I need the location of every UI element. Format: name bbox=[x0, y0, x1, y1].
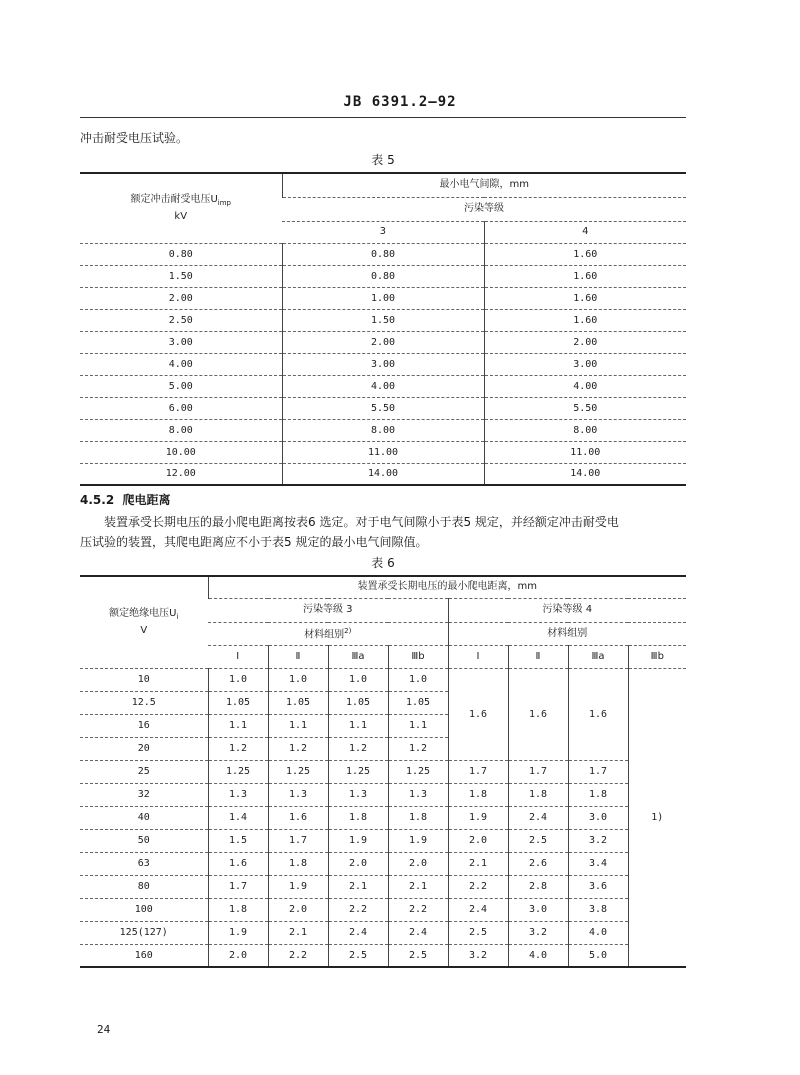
table6-cell: 1.05 bbox=[328, 691, 388, 714]
table6-cell: 1.2 bbox=[328, 737, 388, 760]
table6-cell: 2.0 bbox=[388, 852, 448, 875]
table6-cell: 2.4 bbox=[508, 806, 568, 829]
table5-cell: 11.00 bbox=[282, 441, 484, 463]
table6-cell: 3.6 bbox=[568, 875, 628, 898]
table6-voltage-cell: 10 bbox=[80, 668, 208, 691]
table6-cell: 4.0 bbox=[508, 944, 568, 967]
table5-cell: 0.80 bbox=[80, 243, 282, 265]
table5-cell: 14.00 bbox=[282, 463, 484, 485]
table6-cell: 5.0 bbox=[568, 944, 628, 967]
table6-material4-header: 材料组别 bbox=[448, 622, 686, 645]
table6-material3-header bbox=[208, 622, 448, 645]
table6-cell: 1.6 bbox=[268, 806, 328, 829]
table5-caption: 表 5 bbox=[371, 153, 395, 167]
table5-row-header bbox=[80, 173, 282, 243]
table6-cell: 1.9 bbox=[388, 829, 448, 852]
table6-cell: 1.8 bbox=[268, 852, 328, 875]
table5-group-header: 最小电气间隙，mm bbox=[282, 173, 686, 197]
table5-cell: 1.00 bbox=[282, 287, 484, 309]
table5-cell: 1.60 bbox=[484, 265, 686, 287]
section-body-line2: 压试验的装置，其爬电距离应不小于表5 规定的最小电气间隙值。 bbox=[80, 535, 428, 549]
table5-cell: 5.50 bbox=[282, 397, 484, 419]
table6-cell: 2.0 bbox=[268, 898, 328, 921]
table6-row-header bbox=[80, 576, 208, 668]
table6-cell: 3.2 bbox=[568, 829, 628, 852]
table5-level-4: 4 bbox=[484, 221, 686, 243]
table6-cell: 1.2 bbox=[268, 737, 328, 760]
table6-cell: 3.8 bbox=[568, 898, 628, 921]
table6-cell: 1.9 bbox=[448, 806, 508, 829]
table5-cell: 12.00 bbox=[165, 468, 196, 480]
table6-caption: 表 6 bbox=[371, 556, 395, 570]
intro-text: 冲击耐受电压试验。 bbox=[80, 131, 189, 145]
table6-voltage-cell: 20 bbox=[80, 737, 208, 760]
table6-voltage-cell: 100 bbox=[80, 898, 208, 921]
table5-cell: 1.50 bbox=[80, 265, 282, 287]
table6-cell: 2.5 bbox=[388, 944, 448, 967]
table5-cell: 4.00 bbox=[80, 353, 282, 375]
table6-cell: 1.3 bbox=[268, 783, 328, 806]
table6-cell: 1.5 bbox=[208, 829, 268, 852]
table5-cell: 3.00 bbox=[484, 353, 686, 375]
table5-row-header-unit: kV bbox=[174, 210, 188, 222]
table6 bbox=[80, 575, 686, 968]
table6-cell: 1.05 bbox=[208, 691, 268, 714]
table6-cell: 1.9 bbox=[268, 875, 328, 898]
table5-cell: 4.00 bbox=[484, 375, 686, 397]
table6-cell: 1.3 bbox=[328, 783, 388, 806]
table6-cell: 1.3 bbox=[208, 783, 268, 806]
table6-merged-IIIb-cell: 1) bbox=[628, 668, 686, 967]
table5-cell: 5.00 bbox=[80, 375, 282, 397]
table6-mat3-col: Ⅰ bbox=[208, 645, 268, 668]
table6-cell: 2.5 bbox=[328, 944, 388, 967]
table6-cell: 1.05 bbox=[268, 691, 328, 714]
table6-cell: 1.4 bbox=[208, 806, 268, 829]
table6-cell: 2.2 bbox=[268, 944, 328, 967]
table6-cell: 1.8 bbox=[508, 783, 568, 806]
table5-cell: 2.50 bbox=[80, 309, 282, 331]
table6-cell: 1.8 bbox=[448, 783, 508, 806]
table6-merged-cell: 1.6 bbox=[508, 668, 568, 760]
table6-cell: 1.9 bbox=[328, 829, 388, 852]
table5-cell: 14.00 bbox=[484, 463, 686, 485]
table6-voltage-cell: 80 bbox=[80, 875, 208, 898]
standard-code-header: JB 6391.2—92 bbox=[343, 94, 457, 110]
table5-row-header-name: 额定冲击耐受电压U bbox=[130, 193, 218, 205]
table6-voltage-cell: 160 bbox=[134, 949, 153, 961]
table6-cell: 1.05 bbox=[388, 691, 448, 714]
table5-level-3: 3 bbox=[282, 221, 484, 243]
table5-sub-header: 污染等级 bbox=[282, 197, 686, 221]
table6-cell: 2.2 bbox=[448, 875, 508, 898]
table6-level3-header: 污染等级 3 bbox=[208, 598, 448, 622]
table6-cell: 1.7 bbox=[508, 760, 568, 783]
table5-cell: 2.00 bbox=[282, 331, 484, 353]
table6-cell: 2.1 bbox=[328, 875, 388, 898]
table6-row-header-unit: V bbox=[140, 624, 148, 636]
section-body-line1: 装置承受长期电压的最小爬电距离按表6 选定。对于电气间隙小于表5 规定，并经额定冲击耐受电 bbox=[104, 515, 619, 529]
table6-cell: 2.4 bbox=[328, 921, 388, 944]
table6-cell: 1.0 bbox=[388, 668, 448, 691]
table6-voltage-cell: 40 bbox=[80, 806, 208, 829]
table6-cell: 1.7 bbox=[568, 760, 628, 783]
table6-cell: 2.2 bbox=[388, 898, 448, 921]
table6-cell: 1.0 bbox=[268, 668, 328, 691]
table5-cell: 6.00 bbox=[80, 397, 282, 419]
table5-cell: 8.00 bbox=[484, 419, 686, 441]
table5-cell: 5.50 bbox=[484, 397, 686, 419]
table6-cell: 1.1 bbox=[208, 714, 268, 737]
table6-cell: 1.0 bbox=[328, 668, 388, 691]
table6-cell: 1.2 bbox=[388, 737, 448, 760]
table6-mat4-col: Ⅱ bbox=[508, 645, 568, 668]
table6-cell: 1.1 bbox=[388, 714, 448, 737]
table5-cell: 1.50 bbox=[282, 309, 484, 331]
table6-cell: 2.1 bbox=[268, 921, 328, 944]
table6-cell: 3.0 bbox=[508, 898, 568, 921]
table6-cell: 1.7 bbox=[448, 760, 508, 783]
table6-cell: 1.25 bbox=[268, 760, 328, 783]
table6-cell: 1.7 bbox=[268, 829, 328, 852]
table6-row-header-name: 额定绝缘电压U bbox=[109, 607, 177, 619]
table6-voltage-cell: 125(127) bbox=[80, 921, 208, 944]
table6-material3-note: 2) bbox=[344, 627, 352, 636]
table5-cell: 3.00 bbox=[80, 331, 282, 353]
table6-cell: 3.4 bbox=[568, 852, 628, 875]
table5-cell: 8.00 bbox=[282, 419, 484, 441]
section-title: 爬电距离 bbox=[122, 493, 171, 507]
table5-cell: 11.00 bbox=[484, 441, 686, 463]
table6-voltage-cell: 50 bbox=[80, 829, 208, 852]
table5-cell: 2.00 bbox=[80, 287, 282, 309]
table6-mat4-col: Ⅲa bbox=[568, 645, 628, 668]
table6-level4-header: 污染等级 4 bbox=[448, 598, 686, 622]
table5-cell: 1.60 bbox=[484, 309, 686, 331]
table5-cell: 4.00 bbox=[282, 375, 484, 397]
table6-row-header-sub: i bbox=[176, 612, 179, 621]
table6-cell: 4.0 bbox=[568, 921, 628, 944]
table5-cell: 0.80 bbox=[282, 265, 484, 287]
table6-material3-label: 材料组别 bbox=[304, 629, 345, 641]
table5-cell: 8.00 bbox=[80, 419, 282, 441]
table6-cell: 1.8 bbox=[208, 898, 268, 921]
table6-group-header: 装置承受长期电压的最小爬电距离，mm bbox=[208, 576, 686, 598]
table5-cell: 10.00 bbox=[80, 441, 282, 463]
table6-cell: 1.9 bbox=[208, 921, 268, 944]
table6-cell: 2.1 bbox=[448, 852, 508, 875]
table6-cell: 1.25 bbox=[328, 760, 388, 783]
table6-cell: 1.2 bbox=[208, 737, 268, 760]
table6-cell: 1.1 bbox=[328, 714, 388, 737]
table6-voltage-cell: 12.5 bbox=[80, 691, 208, 714]
table6-voltage-cell: 32 bbox=[80, 783, 208, 806]
table6-voltage-cell: 63 bbox=[80, 852, 208, 875]
table6-cell: 2.6 bbox=[508, 852, 568, 875]
table6-cell: 1.8 bbox=[328, 806, 388, 829]
table6-cell: 1.6 bbox=[208, 852, 268, 875]
table6-mat3-col: Ⅱ bbox=[268, 645, 328, 668]
table6-cell: 2.5 bbox=[448, 921, 508, 944]
table6-cell: 1.7 bbox=[208, 875, 268, 898]
table6-mat4-col: Ⅰ bbox=[448, 645, 508, 668]
table6-cell: 1.8 bbox=[388, 806, 448, 829]
table6-merged-cell: 1.6 bbox=[568, 668, 628, 760]
table6-cell: 3.2 bbox=[448, 944, 508, 967]
table6-mat3-col: Ⅲa bbox=[328, 645, 388, 668]
section-number: 4.5.2 bbox=[80, 493, 115, 507]
table5 bbox=[80, 172, 686, 486]
table6-cell: 2.2 bbox=[328, 898, 388, 921]
table6-mat4-col: Ⅲb bbox=[628, 645, 686, 668]
header-rule bbox=[80, 117, 686, 118]
table5-cell: 2.00 bbox=[484, 331, 686, 353]
table6-cell: 1.3 bbox=[388, 783, 448, 806]
table6-cell: 3.0 bbox=[568, 806, 628, 829]
table6-cell: 2.8 bbox=[508, 875, 568, 898]
table6-cell: 2.0 bbox=[208, 944, 268, 967]
table6-cell: 2.1 bbox=[388, 875, 448, 898]
table5-cell: 3.00 bbox=[282, 353, 484, 375]
table6-cell: 3.2 bbox=[508, 921, 568, 944]
table6-cell: 1.25 bbox=[388, 760, 448, 783]
table6-cell: 1.1 bbox=[268, 714, 328, 737]
table5-cell: 1.60 bbox=[484, 287, 686, 309]
table6-mat3-col: Ⅲb bbox=[388, 645, 448, 668]
table6-cell: 1.0 bbox=[208, 668, 268, 691]
table6-voltage-cell: 25 bbox=[80, 760, 208, 783]
section-heading bbox=[80, 491, 171, 509]
page-number: 24 bbox=[97, 1023, 111, 1036]
table5-cell: 1.60 bbox=[484, 243, 686, 265]
table6-cell: 1.25 bbox=[208, 760, 268, 783]
table6-cell: 2.5 bbox=[508, 829, 568, 852]
table6-cell: 2.0 bbox=[328, 852, 388, 875]
table6-cell: 1.8 bbox=[568, 783, 628, 806]
table5-row-header-sub: imp bbox=[217, 198, 232, 207]
table6-voltage-cell: 16 bbox=[80, 714, 208, 737]
table6-cell: 2.0 bbox=[448, 829, 508, 852]
table6-cell: 2.4 bbox=[388, 921, 448, 944]
table6-merged-cell: 1.6 bbox=[448, 668, 508, 760]
table6-cell: 2.4 bbox=[448, 898, 508, 921]
table5-cell: 0.80 bbox=[282, 243, 484, 265]
